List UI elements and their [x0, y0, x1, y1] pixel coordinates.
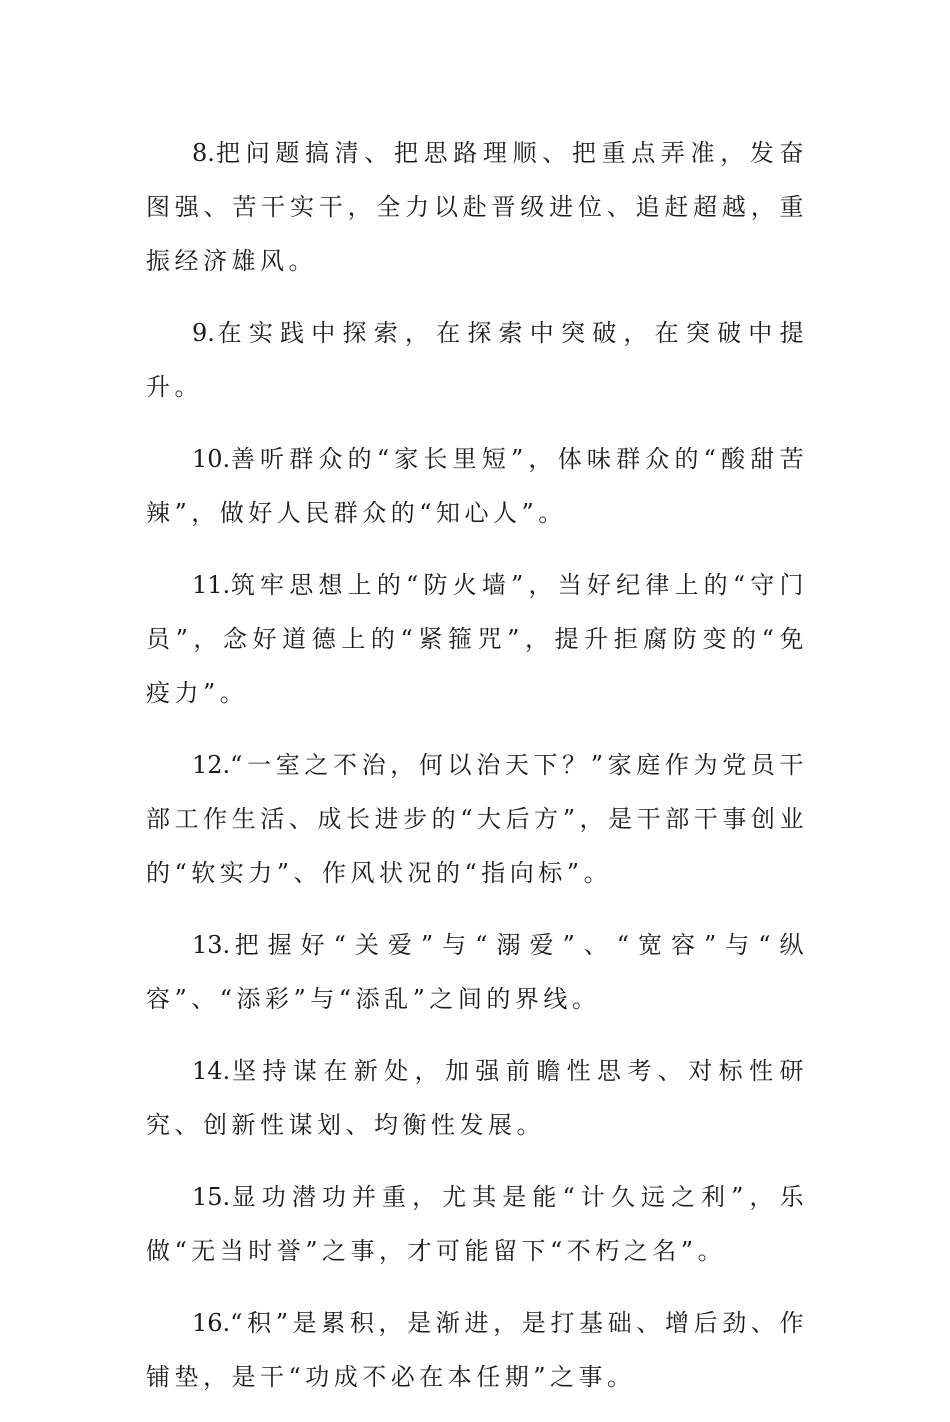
paragraph-text: 坚持谋在新处，加强前瞻性思考、对标性研究、创新性谋划、均衡性发展。 [146, 1057, 808, 1139]
paragraph-number: 16. [192, 1309, 231, 1337]
paragraph-8 [146, 126, 808, 288]
paragraph-text: 把问题搞清、把思路理顺、把重点弄准，发奋图强、苦干实干，全力以赴晋级进位、追赶超越，重振经济雄风。 [146, 139, 808, 275]
paragraph-number: 10. [192, 445, 231, 473]
paragraph-text: “一室之不治，何以治天下？”家庭作为党员干部工作生活、成长进步的“大后方”，是干部干事创业的“软实力”、作风状况的“指向标”。 [146, 751, 808, 887]
paragraph-text: 善听群众的“家长里短”，体味群众的“酸甜苦辣”，做好人民群众的“知心人”。 [146, 445, 808, 527]
paragraph-text: 把握好“关爱”与“溺爱”、“宽容”与“纵容”、“添彩”与“添乱”之间的界线。 [146, 931, 808, 1013]
paragraph-number: 12. [192, 751, 231, 779]
paragraph-10 [146, 432, 808, 540]
paragraph-number: 8. [192, 139, 215, 167]
paragraph-number: 9. [192, 319, 215, 347]
paragraph-text: 显功潜功并重，尤其是能“计久远之利”，乐做“无当时誉”之事，才可能留下“不朽之名”。 [146, 1183, 808, 1265]
paragraph-12 [146, 738, 808, 900]
document-body [146, 126, 808, 1422]
paragraph-number: 11. [192, 571, 231, 599]
paragraph-text: 在实践中探索，在探索中突破，在突破中提升。 [146, 319, 808, 401]
paragraph-text: “积”是累积，是渐进，是打基础、增后劲、作铺垫，是干“功成不必在本任期”之事。 [146, 1309, 808, 1391]
paragraph-14 [146, 1044, 808, 1152]
paragraph-11 [146, 558, 808, 720]
paragraph-15 [146, 1170, 808, 1278]
paragraph-13 [146, 918, 808, 1026]
paragraph-9 [146, 306, 808, 414]
paragraph-number: 14. [192, 1057, 231, 1085]
paragraph-number: 15. [192, 1183, 231, 1211]
paragraph-number: 13. [192, 931, 231, 959]
paragraph-16 [146, 1296, 808, 1404]
paragraph-text: 筑牢思想上的“防火墙”，当好纪律上的“守门员”，念好道德上的“紧箍咒”，提升拒腐防变的“免疫力”。 [146, 571, 808, 707]
